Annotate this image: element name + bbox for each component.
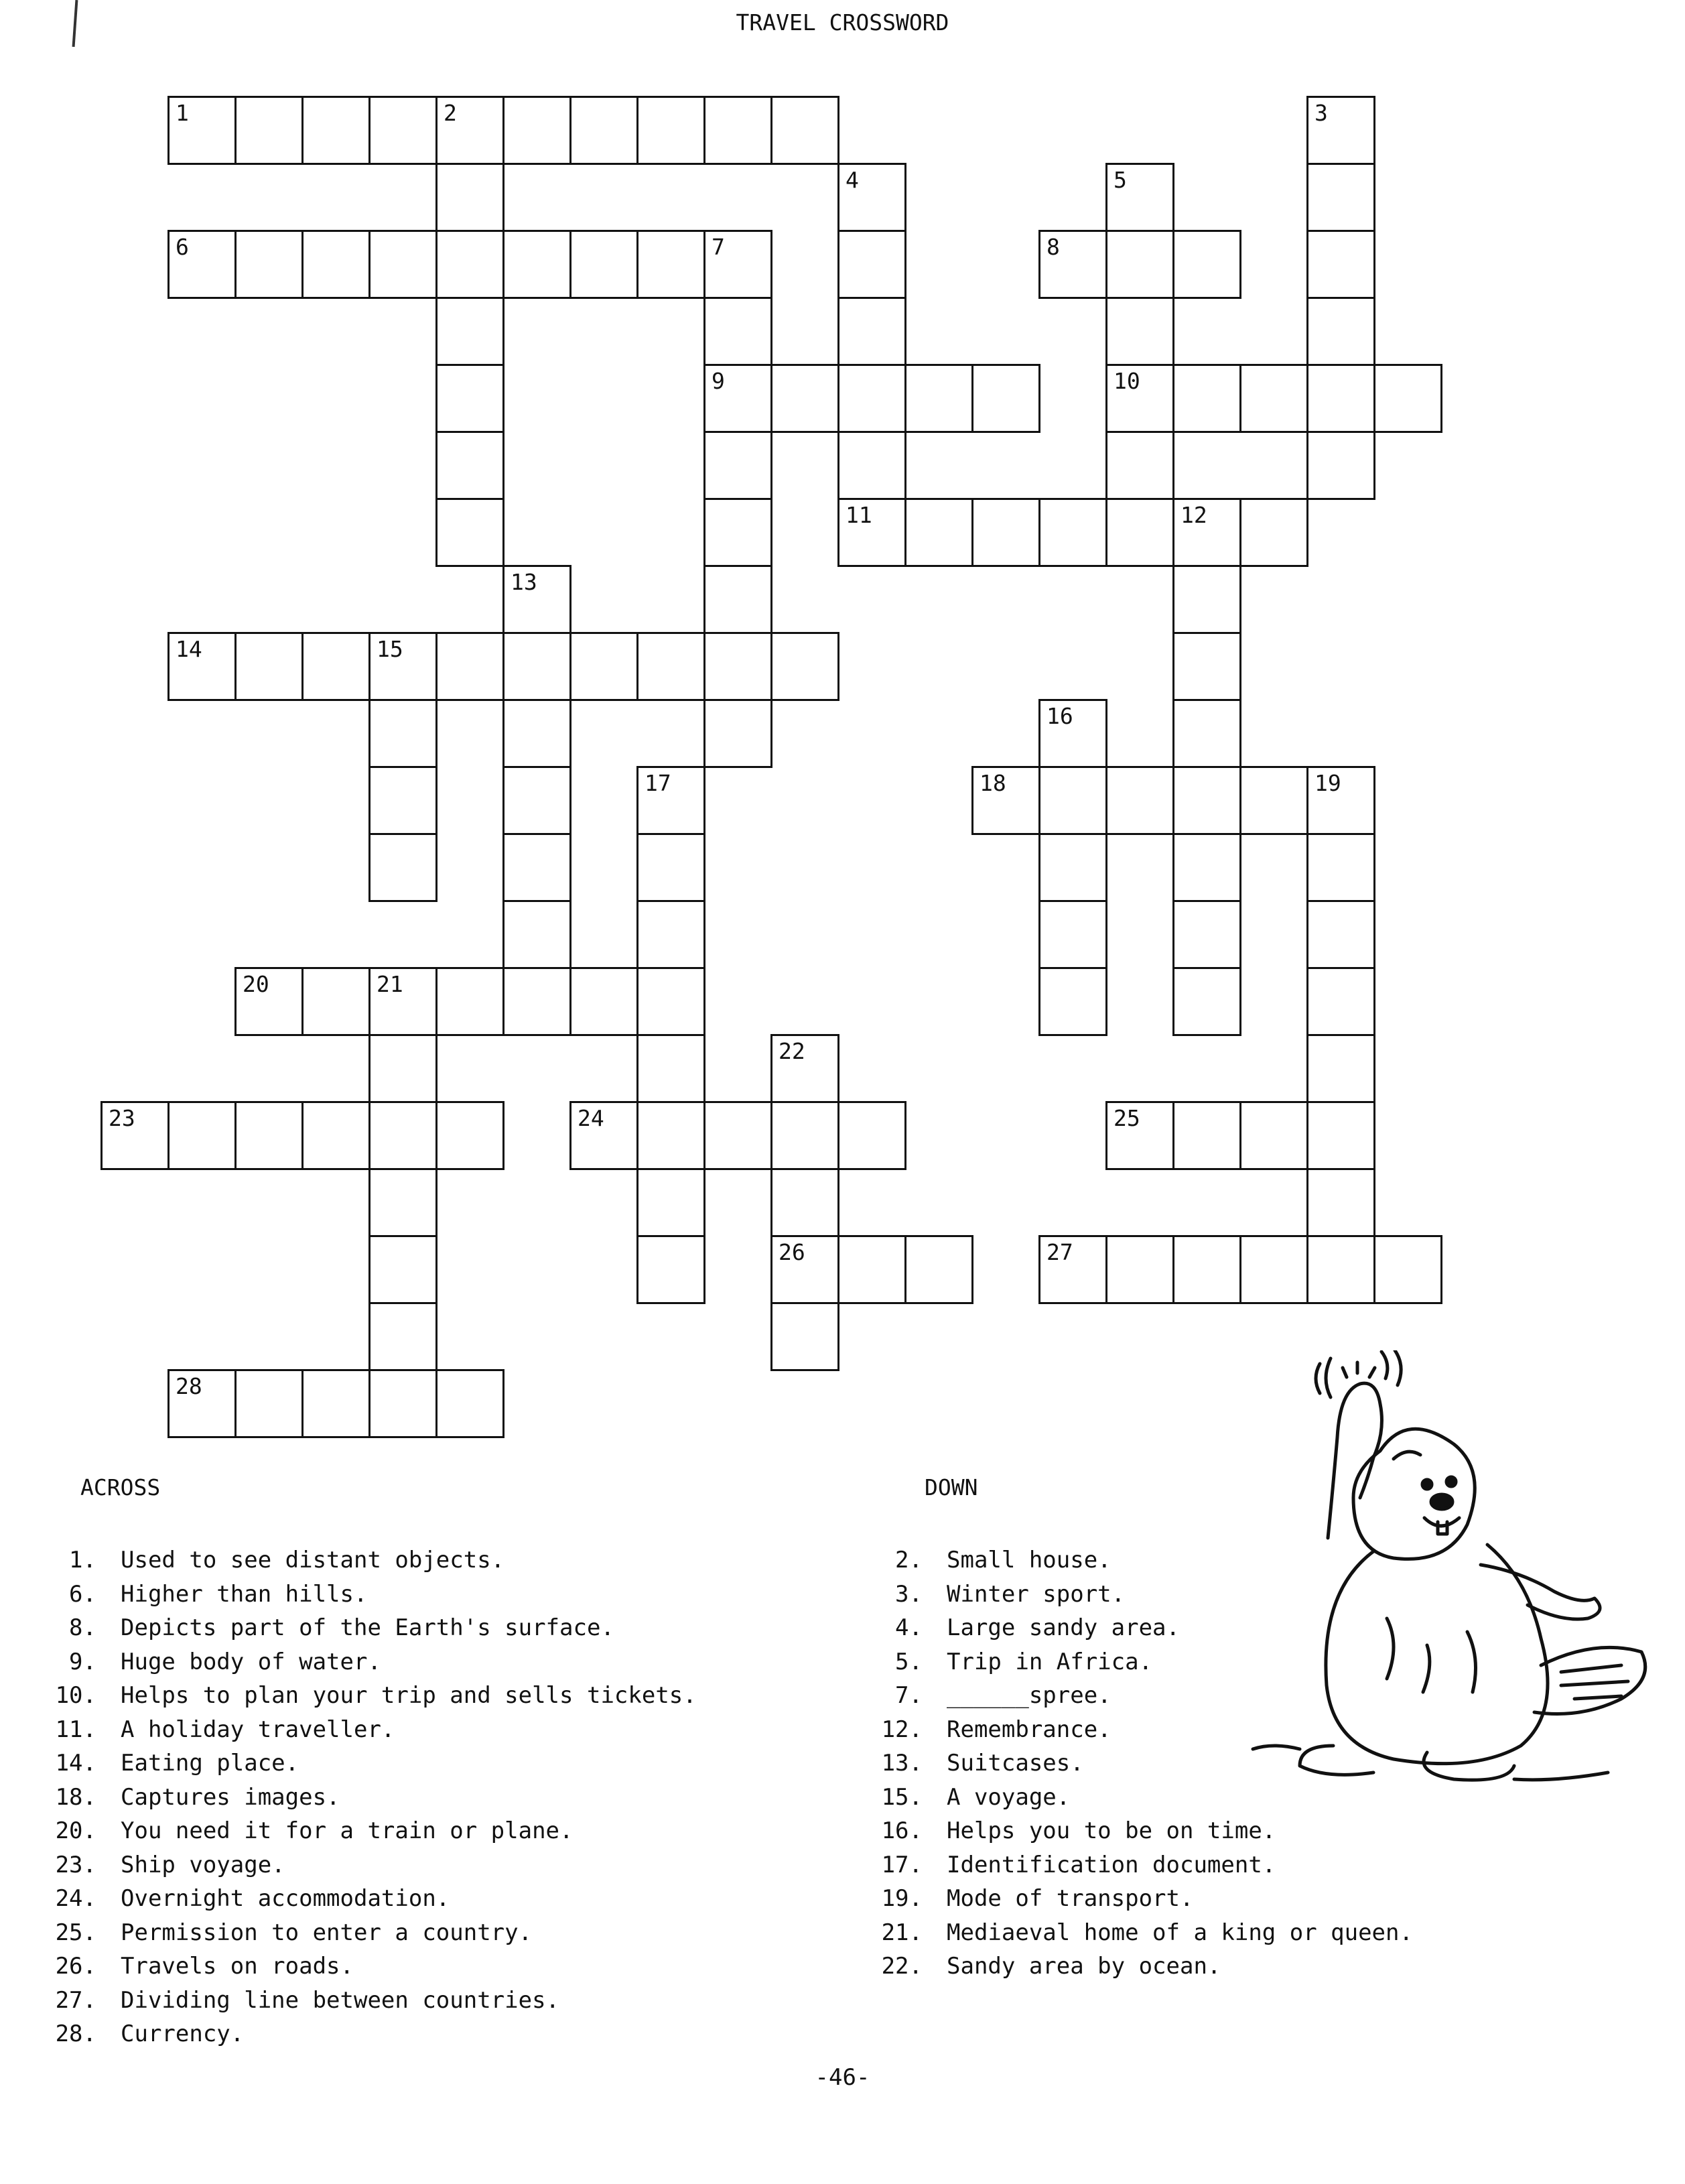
clue-num: 1.: [69, 1547, 96, 1573]
grid-cell[interactable]: [770, 1302, 839, 1371]
clue-number: 18: [980, 770, 1006, 796]
grid-cell[interactable]: [703, 632, 772, 701]
grid-cell[interactable]: [1306, 833, 1375, 902]
grid-cell[interactable]: [703, 699, 772, 768]
grid-cell[interactable]: [1038, 498, 1107, 567]
across-clue: [40, 1645, 697, 1679]
grid-cell[interactable]: [1306, 900, 1375, 969]
grid-cell[interactable]: [837, 498, 906, 567]
clue-num: 28.: [55, 2020, 96, 2047]
grid-cell[interactable]: [703, 565, 772, 634]
clue-number: 11: [846, 502, 872, 528]
grid-cell[interactable]: [502, 967, 571, 1036]
across-clue: [40, 1848, 697, 1882]
across-clue: [40, 1984, 697, 2018]
grid-cell[interactable]: [636, 96, 705, 165]
grid-cell[interactable]: [435, 1369, 504, 1438]
grid-cell[interactable]: [100, 1101, 170, 1170]
grid-cell[interactable]: [1172, 364, 1241, 433]
clue-text: Suitcases.: [947, 1750, 1084, 1777]
grid-cell[interactable]: [368, 1034, 437, 1103]
clue-num: 23.: [55, 1851, 96, 1878]
clue-text: Overnight accommodation.: [121, 1885, 450, 1912]
grid-cell[interactable]: [1105, 1235, 1174, 1304]
grid-cell[interactable]: [1239, 1235, 1308, 1304]
grid-cell[interactable]: [636, 833, 705, 902]
grid-cell[interactable]: [837, 230, 906, 299]
clue-text: Sandy area by ocean.: [947, 1953, 1221, 1980]
grid-cell[interactable]: [703, 230, 772, 299]
grid-cell[interactable]: [636, 632, 705, 701]
grid-cell[interactable]: [770, 364, 839, 433]
grid-cell[interactable]: [1105, 766, 1174, 835]
grid-cell[interactable]: [234, 230, 304, 299]
clue-num: 8.: [69, 1614, 96, 1641]
grid-cell[interactable]: [636, 1034, 705, 1103]
grid-cell[interactable]: [569, 632, 638, 701]
clue-text: Used to see distant objects.: [121, 1547, 505, 1573]
grid-cell[interactable]: [502, 565, 571, 634]
grid-cell[interactable]: [368, 1302, 437, 1371]
grid-cell[interactable]: [1172, 967, 1241, 1036]
grid-cell[interactable]: [1038, 699, 1107, 768]
clue-num: 21.: [881, 1919, 923, 1946]
clue-num: 2.: [895, 1547, 923, 1573]
clue-num: 24.: [55, 1885, 96, 1912]
grid-cell[interactable]: [636, 766, 705, 835]
clue-text: Eating place.: [121, 1750, 299, 1777]
across-clue: [40, 1679, 697, 1713]
grid-cell[interactable]: [1172, 632, 1241, 701]
across-clue: [40, 1949, 697, 1984]
grid-cell[interactable]: [1306, 967, 1375, 1036]
clue-number: 17: [645, 770, 671, 796]
clue-text: Mediaeval home of a king or queen.: [947, 1919, 1413, 1946]
grid-cell[interactable]: [502, 230, 571, 299]
grid-cell[interactable]: [301, 1101, 370, 1170]
grid-cell[interactable]: [770, 632, 839, 701]
grid-cell[interactable]: [1306, 297, 1375, 366]
grid-cell[interactable]: [569, 1101, 638, 1170]
grid-cell[interactable]: [1038, 766, 1107, 835]
grid-cell[interactable]: [502, 632, 571, 701]
grid-cell[interactable]: [770, 1235, 839, 1304]
clue-text: Travels on roads.: [121, 1953, 354, 1980]
clue-number: 19: [1315, 770, 1341, 796]
clue-text: Depicts part of the Earth's surface.: [121, 1614, 614, 1641]
clue-text: Captures images.: [121, 1783, 340, 1811]
clue-number: 6: [176, 234, 189, 260]
grid-cell[interactable]: [301, 230, 370, 299]
grid-cell[interactable]: [1373, 364, 1442, 433]
clue-number: 24: [578, 1105, 604, 1131]
grid-cell[interactable]: [703, 431, 772, 500]
clue-num: 5.: [895, 1648, 923, 1675]
grid-cell[interactable]: [234, 96, 304, 165]
grid-cell[interactable]: [167, 1101, 237, 1170]
grid-cell[interactable]: [435, 632, 504, 701]
grid-cell[interactable]: [435, 96, 504, 165]
grid-cell[interactable]: [770, 96, 839, 165]
grid-cell[interactable]: [1105, 364, 1174, 433]
grid-cell[interactable]: [167, 632, 237, 701]
grid-cell[interactable]: [167, 230, 237, 299]
clue-text: A holiday traveller.: [121, 1716, 395, 1743]
clue-text: Winter sport.: [947, 1580, 1126, 1608]
grid-cell[interactable]: [1172, 833, 1241, 902]
grid-cell[interactable]: [837, 1101, 906, 1170]
clue-text: Huge body of water.: [121, 1648, 381, 1675]
grid-cell[interactable]: [435, 967, 504, 1036]
grid-cell[interactable]: [636, 1168, 705, 1237]
clue-num: 3.: [895, 1580, 923, 1608]
clue-text: Higher than hills.: [121, 1580, 368, 1608]
clue-num: 20.: [55, 1817, 96, 1844]
grid-cell[interactable]: [1306, 1235, 1375, 1304]
grid-cell[interactable]: [1105, 230, 1174, 299]
clue-number: 12: [1181, 502, 1207, 528]
grid-cell[interactable]: [636, 900, 705, 969]
clue-number: 21: [377, 971, 403, 997]
grid-cell[interactable]: [1172, 498, 1241, 567]
grid-cell[interactable]: [1038, 833, 1107, 902]
grid-cell[interactable]: [1105, 1101, 1174, 1170]
clue-text: You need it for a train or plane.: [121, 1817, 574, 1844]
grid-cell[interactable]: [1306, 96, 1375, 165]
grid-cell[interactable]: [435, 163, 504, 232]
across-clue: [40, 1781, 697, 1815]
clue-number: 28: [176, 1373, 202, 1399]
clue-text: Remembrance.: [947, 1716, 1111, 1743]
grid-cell[interactable]: [837, 364, 906, 433]
across-clue: [40, 1578, 697, 1612]
grid-cell[interactable]: [435, 431, 504, 500]
grid-cell[interactable]: [1373, 1235, 1442, 1304]
clue-num: 27.: [55, 1986, 96, 2014]
grid-cell[interactable]: [703, 297, 772, 366]
clue-number: 15: [377, 636, 403, 662]
clue-number: 26: [779, 1239, 805, 1265]
clue-num: 25.: [55, 1919, 96, 1946]
grid-cell[interactable]: [368, 833, 437, 902]
grid-cell[interactable]: [167, 1369, 237, 1438]
clue-number: 5: [1114, 167, 1127, 193]
clue-number: 25: [1114, 1105, 1140, 1131]
clue-text: Large sandy area.: [947, 1614, 1180, 1641]
clue-num: 14.: [55, 1750, 96, 1777]
grid-cell[interactable]: [1172, 565, 1241, 634]
grid-cell[interactable]: [368, 1235, 437, 1304]
grid-cell[interactable]: [1172, 1101, 1241, 1170]
grid-cell[interactable]: [636, 1101, 705, 1170]
grid-cell[interactable]: [368, 699, 437, 768]
grid-cell[interactable]: [368, 96, 437, 165]
grid-cell[interactable]: [971, 498, 1040, 567]
grid-cell[interactable]: [368, 1101, 437, 1170]
grid-cell[interactable]: [301, 632, 370, 701]
grid-cell[interactable]: [1105, 163, 1174, 232]
clue-num: 26.: [55, 1953, 96, 1980]
grid-cell[interactable]: [368, 632, 437, 701]
grid-cell[interactable]: [1306, 1101, 1375, 1170]
clue-num: 6.: [69, 1580, 96, 1608]
grid-cell[interactable]: [301, 1369, 370, 1438]
clue-number: 16: [1047, 703, 1073, 729]
across-clue: [40, 1713, 697, 1747]
grid-cell[interactable]: [502, 833, 571, 902]
across-clue: [40, 1746, 697, 1781]
grid-cell[interactable]: [1038, 230, 1107, 299]
down-heading: DOWN: [925, 1474, 978, 1500]
grid-cell[interactable]: [1038, 900, 1107, 969]
grid-cell[interactable]: [837, 1235, 906, 1304]
grid-cell[interactable]: [234, 632, 304, 701]
grid-cell[interactable]: [703, 364, 772, 433]
grid-cell[interactable]: [1306, 364, 1375, 433]
grid-cell[interactable]: [1105, 297, 1174, 366]
grid-cell[interactable]: [502, 900, 571, 969]
grid-cell[interactable]: [904, 364, 973, 433]
grid-cell[interactable]: [904, 1235, 973, 1304]
grid-cell[interactable]: [234, 1101, 304, 1170]
clue-text: Helps you to be on time.: [947, 1817, 1276, 1844]
grid-cell[interactable]: [502, 766, 571, 835]
grid-cell[interactable]: [1306, 1034, 1375, 1103]
across-clue: [40, 1882, 697, 1916]
clue-number: 9: [712, 368, 725, 394]
clue-number: 3: [1315, 100, 1328, 126]
clue-number: 14: [176, 636, 202, 662]
clue-number: 23: [109, 1105, 135, 1131]
grid-cell[interactable]: [502, 699, 571, 768]
clue-text: A voyage.: [947, 1783, 1071, 1811]
grid-cell[interactable]: [167, 96, 237, 165]
page-number: -46-: [815, 2064, 870, 2091]
grid-cell[interactable]: [1172, 230, 1241, 299]
grid-cell[interactable]: [971, 766, 1040, 835]
grid-cell[interactable]: [1038, 1235, 1107, 1304]
grid-cell[interactable]: [1038, 967, 1107, 1036]
grid-cell[interactable]: [569, 230, 638, 299]
clue-num: 19.: [881, 1885, 923, 1912]
down-clue: [866, 1949, 1413, 1984]
grid-cell[interactable]: [234, 1369, 304, 1438]
clue-num: 13.: [881, 1750, 923, 1777]
clue-number: 2: [444, 100, 457, 126]
across-clue: [40, 1814, 697, 1848]
grid-cell[interactable]: [1306, 163, 1375, 232]
grid-cell[interactable]: [971, 364, 1040, 433]
clue-text: Small house.: [947, 1547, 1111, 1573]
grid-cell[interactable]: [837, 297, 906, 366]
clue-text: Dividing line between countries.: [121, 1986, 560, 2014]
page-title: TRAVEL CROSSWORD: [736, 9, 949, 36]
grid-cell[interactable]: [301, 967, 370, 1036]
grid-cell[interactable]: [435, 1101, 504, 1170]
grid-cell[interactable]: [1306, 230, 1375, 299]
clue-number: 27: [1047, 1239, 1073, 1265]
clue-num: 10.: [55, 1682, 96, 1709]
grid-cell[interactable]: [1239, 766, 1308, 835]
clue-number: 22: [779, 1038, 805, 1064]
grid-cell[interactable]: [1105, 498, 1174, 567]
grid-cell[interactable]: [1239, 1101, 1308, 1170]
grid-cell[interactable]: [234, 967, 304, 1036]
grid-cell[interactable]: [770, 1168, 839, 1237]
grid-cell[interactable]: [435, 498, 504, 567]
clue-num: 18.: [55, 1783, 96, 1811]
grid-cell[interactable]: [301, 96, 370, 165]
clue-number: 7: [712, 234, 725, 260]
grid-cell[interactable]: [1306, 431, 1375, 500]
grid-cell[interactable]: [368, 1168, 437, 1237]
grid-cell[interactable]: [703, 1101, 772, 1170]
clue-num: 12.: [881, 1716, 923, 1743]
clue-num: 17.: [881, 1851, 923, 1878]
grid-cell[interactable]: [1172, 1235, 1241, 1304]
clue-text: Permission to enter a country.: [121, 1919, 533, 1946]
clue-num: 7.: [895, 1682, 923, 1709]
grid-cell[interactable]: [502, 96, 571, 165]
clue-num: 4.: [895, 1614, 923, 1641]
grid-cell[interactable]: [1172, 699, 1241, 768]
grid-cell[interactable]: [636, 230, 705, 299]
grid-cell[interactable]: [368, 967, 437, 1036]
clue-num: 11.: [55, 1716, 96, 1743]
clue-text: ______spree.: [947, 1682, 1111, 1709]
grid-cell[interactable]: [1172, 900, 1241, 969]
grid-cell[interactable]: [368, 1369, 437, 1438]
down-clue: [866, 1848, 1413, 1882]
grid-cell[interactable]: [1239, 498, 1308, 567]
clue-text: Currency.: [121, 2020, 245, 2047]
across-heading: ACROSS: [80, 1474, 161, 1500]
clue-text: Helps to plan your trip and sells tickets.: [121, 1682, 697, 1709]
grid-cell[interactable]: [703, 498, 772, 567]
clue-text: Identification document.: [947, 1851, 1276, 1878]
down-clue: [866, 1882, 1413, 1916]
grid-cell[interactable]: [1306, 1168, 1375, 1237]
across-clue: [40, 2017, 697, 2051]
down-clue: [866, 1916, 1413, 1950]
grid-cell[interactable]: [435, 230, 504, 299]
down-clue: [866, 1814, 1413, 1848]
grid-cell[interactable]: [837, 431, 906, 500]
across-clue: [40, 1916, 697, 1950]
across-clue: [40, 1543, 697, 1578]
grid-cell[interactable]: [770, 1034, 839, 1103]
clue-number: 10: [1114, 368, 1140, 394]
grid-cell[interactable]: [636, 967, 705, 1036]
grid-cell[interactable]: [636, 1235, 705, 1304]
grid-cell[interactable]: [904, 498, 973, 567]
clue-text: Trip in Africa.: [947, 1648, 1153, 1675]
clue-number: 20: [243, 971, 269, 997]
grid-cell[interactable]: [703, 96, 772, 165]
clue-num: 15.: [881, 1783, 923, 1811]
clue-number: 1: [176, 100, 189, 126]
clue-num: 22.: [881, 1953, 923, 1980]
clue-number: 8: [1047, 234, 1060, 260]
grid-cell[interactable]: [368, 230, 437, 299]
clue-text: Ship voyage.: [121, 1851, 285, 1878]
across-clue-list: [40, 1543, 697, 2051]
grid-cell[interactable]: [837, 163, 906, 232]
clue-number: 4: [846, 167, 859, 193]
grid-cell[interactable]: [569, 96, 638, 165]
clue-num: 9.: [69, 1648, 96, 1675]
grid-cell[interactable]: [435, 297, 504, 366]
grid-cell[interactable]: [1105, 431, 1174, 500]
clue-text: Mode of transport.: [947, 1885, 1194, 1912]
grid-cell[interactable]: [770, 1101, 839, 1170]
grid-cell[interactable]: [368, 766, 437, 835]
grid-cell[interactable]: [435, 364, 504, 433]
grid-cell[interactable]: [1239, 364, 1308, 433]
grid-cell[interactable]: [1306, 766, 1375, 835]
across-clue: [40, 1611, 697, 1645]
waving-beaver-illustration: [1226, 1350, 1655, 1793]
clue-num: 16.: [881, 1817, 923, 1844]
clue-number: 13: [511, 569, 537, 595]
grid-cell[interactable]: [569, 967, 638, 1036]
grid-cell[interactable]: [1172, 766, 1241, 835]
